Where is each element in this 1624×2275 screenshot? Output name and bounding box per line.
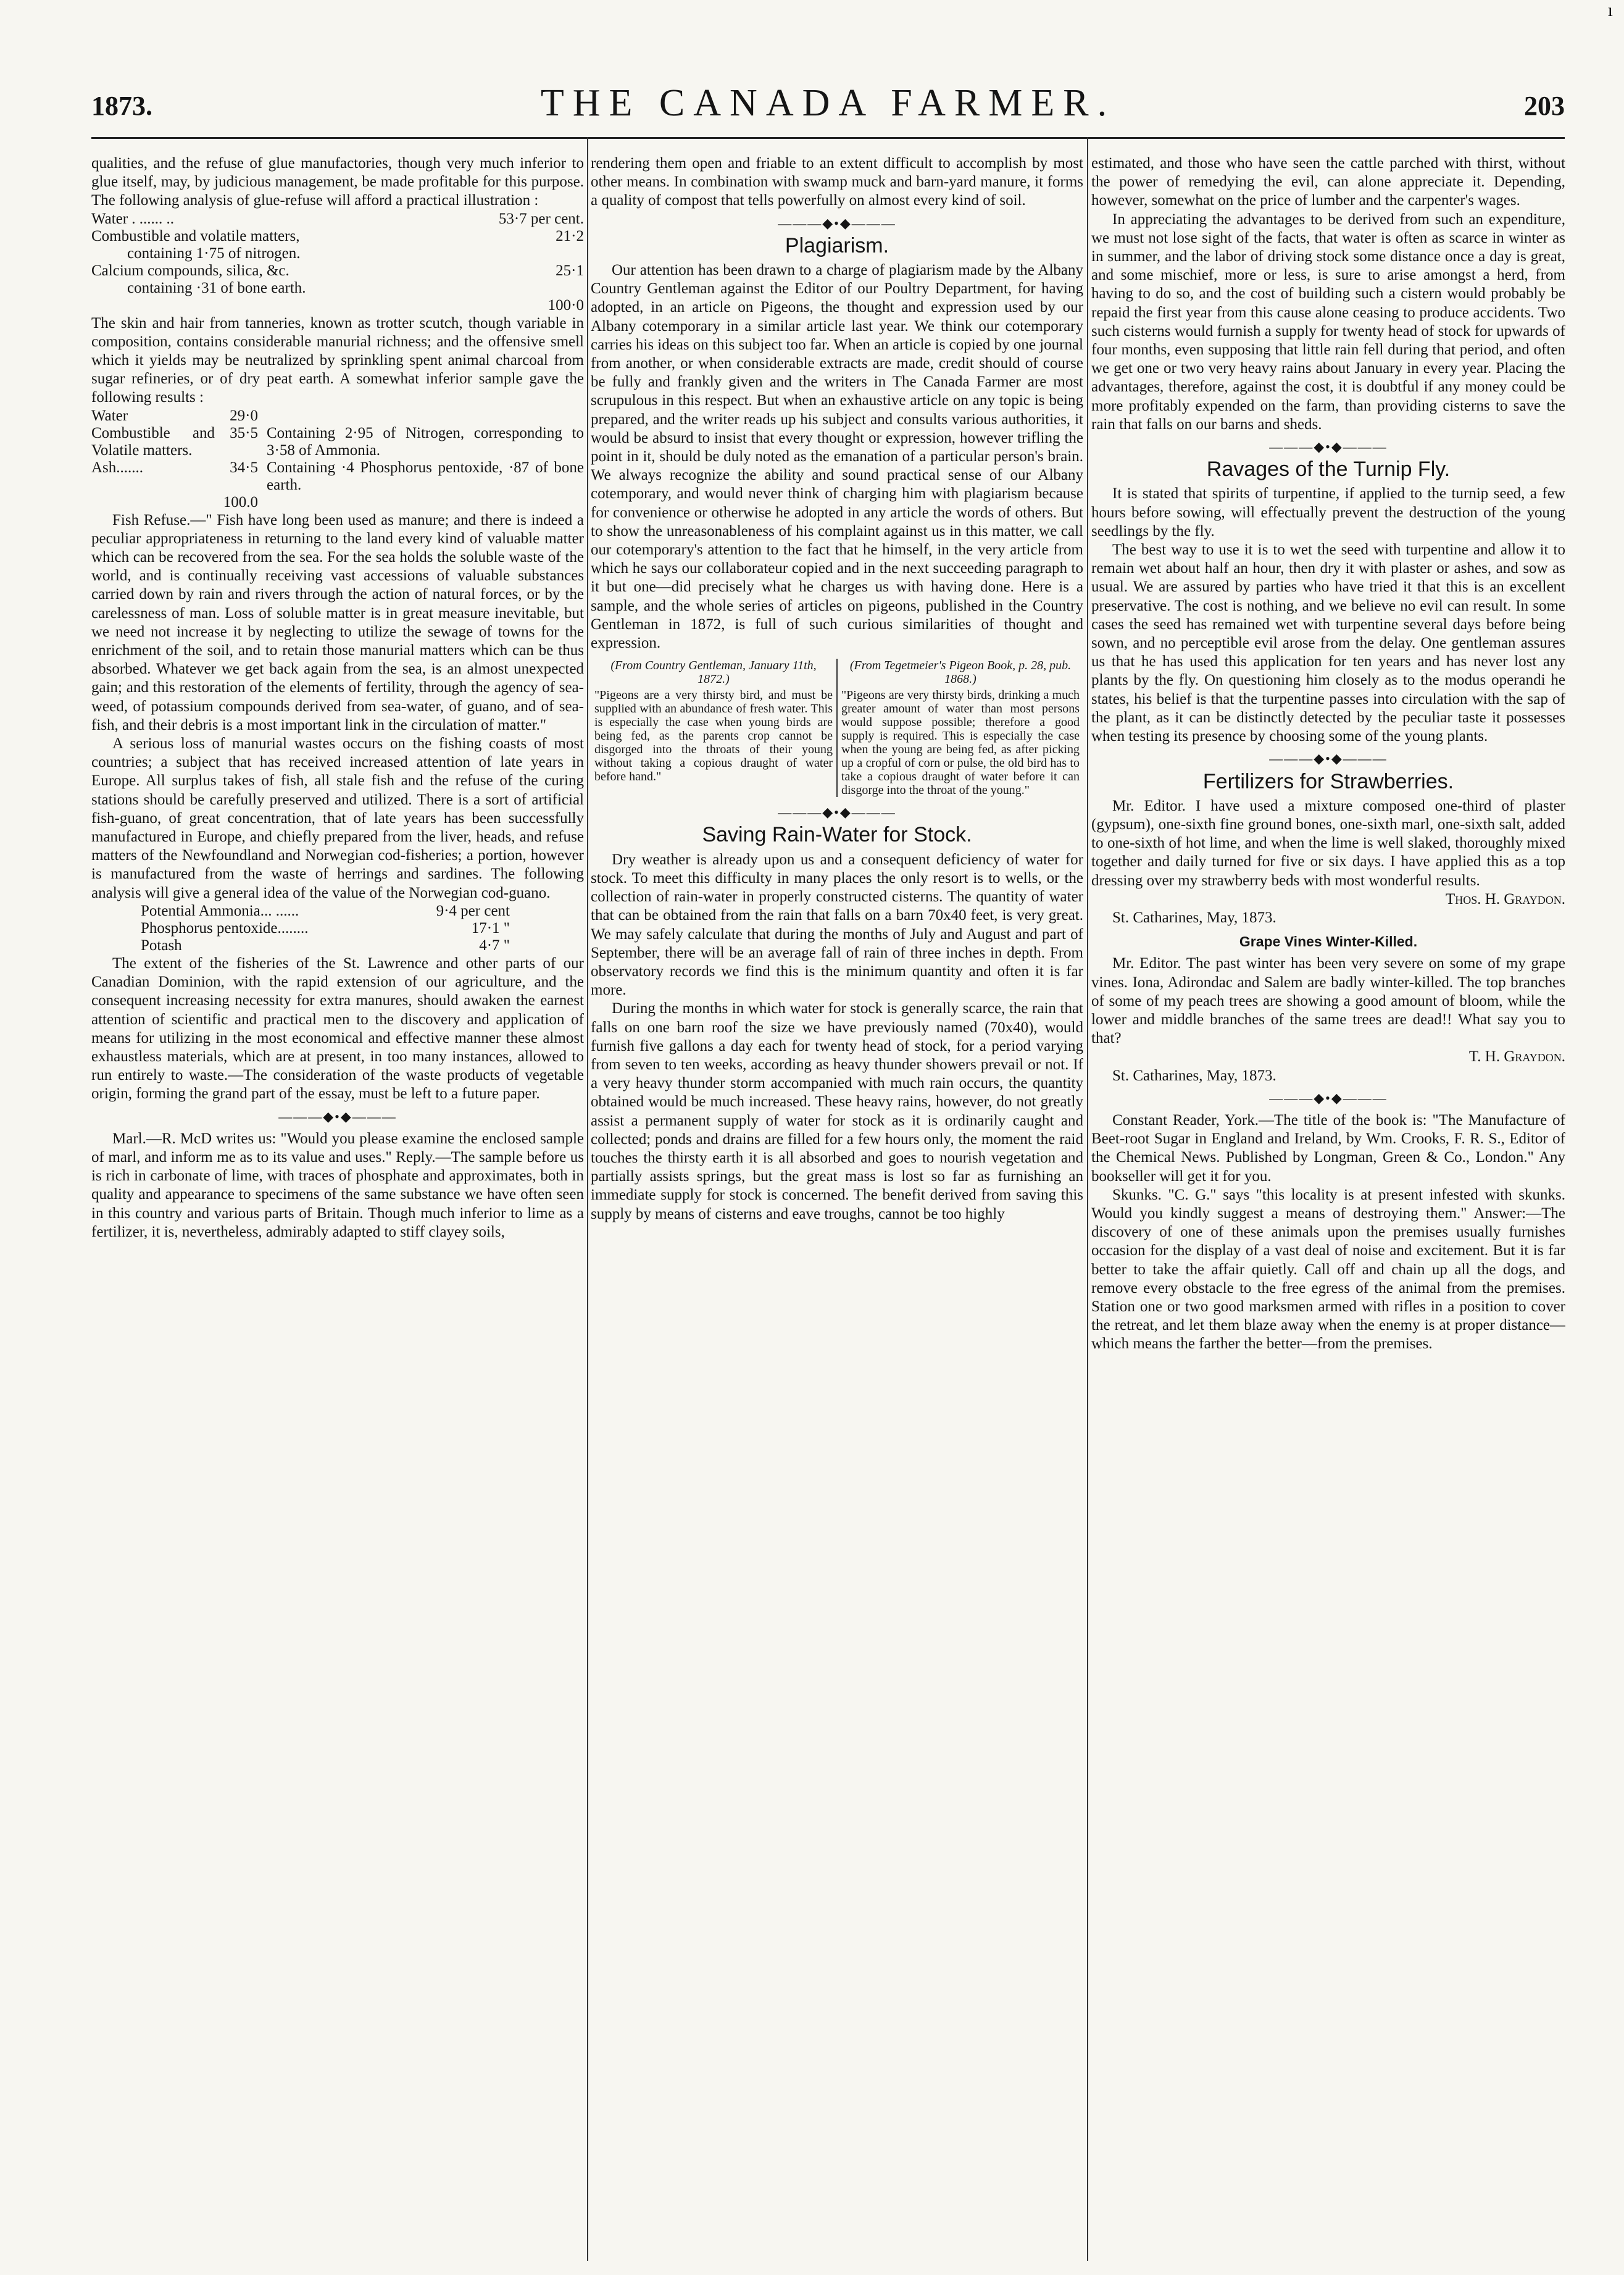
- paragraph-constant-reader: Constant Reader, York.—The title of the book is: "The Manufacture of Beet-root Sugar in England and Ireland, by Wm. Crooks, F. R. S., Editor of the Chemical News. Published by Longman, Green & Co., London." Any bookseller will get it for you.: [1091, 1111, 1565, 1185]
- analysis-label: Combustible and Volatile matters.: [91, 424, 215, 459]
- analysis-label: Potential Ammonia... ......: [141, 902, 299, 919]
- quote-right: [836, 659, 1083, 797]
- analysis-label: Water: [91, 407, 128, 424]
- analysis-table-scutch: [91, 407, 584, 511]
- analysis-total: 100·0: [548, 296, 584, 314]
- column-rule-1: [587, 137, 588, 2261]
- paragraph-skunks: Skunks. "C. G." says "this locality is at present infested with skunks. Would you kindly suggest a means of destroying them." Answer:—The discovery of one of these animals upon the premises usually furnishes occasion for the display of a vast deal of noise and excitement. But it is far better to take the affair quietly. Call off and chain up all the dogs, and remove every obstacle to the free egress of the animal from the premises. Station one or two good marksmen armed with rifles in a position to cover the retreat, and let them blaze away when the enemy is at proper distance—which means the farther the better—from the premises.: [1091, 1186, 1565, 1353]
- analysis-table-cod-guano: [91, 903, 584, 954]
- section-ornament: ———◆•◆———: [1269, 439, 1388, 455]
- analysis-value: 53·7 per cent.: [498, 210, 584, 227]
- dateline: St. Catharines, May, 1873.: [1112, 1067, 1276, 1084]
- paragraph-grape-letter: Mr. Editor. The past winter has been very severe on some of my grape vines. Iona, Adirondac and Salem are badly winter-killed. The top branches of some of my peach trees are showing a good amount of bloom, while the lower and middle branches of the same trees are dead!! What say you to that?: [1091, 955, 1565, 1047]
- column-rule-2: [1087, 137, 1088, 2261]
- analysis-total: 100.0: [223, 493, 258, 511]
- section-ornament: ———◆•◆———: [778, 804, 896, 820]
- analysis-label: Water . ...... ..: [91, 210, 175, 227]
- paragraph-glue-refuse: qualities, and the refuse of glue manufactories, though very much inferior to glue itself, may, by judicious management, be made profitable for this purpose. The following analysis of glue-refuse will afford a practical illustration :: [91, 155, 584, 209]
- quote-right-source: (From Tegetmeier's Pigeon Book, p. 28, pub. 1868.): [849, 659, 1072, 687]
- section-ornament: ———◆•◆———: [778, 215, 896, 231]
- paragraph-turpentine: It is stated that spirits of turpentine, if applied to the turnip seed, a few hours before sowing, will effectually prevent the destruction of the young seedlings by the fly.: [1091, 485, 1565, 540]
- analysis-value: 29·0: [230, 407, 258, 424]
- column-1: [91, 154, 584, 2253]
- paragraph-st-lawrence: The extent of the fisheries of the St. Lawrence and other parts of our Canadian Dominion, with the rapid extension of our agriculture, and the consequent increasing necessity for extra manures, should awaken the earnest attention of scientific and practical men to the discovery and application of means for utilizing in the most economical and effective manner these almost exhaustless materials, which are at present, in too many instances, allowed to run entirely to waste.—The consideration of the waste products of vegetable origin, forming the grand part of the essay, must be left to a future paper.: [91, 954, 584, 1103]
- heading-saving-rain-water: Saving Rain-Water for Stock.: [702, 823, 972, 847]
- paragraph-best-way: The best way to use it is to wet the seed with turpentine and allow it to remain wet about half an hour, then dry it with plaster or ashes, and sow as usual. We are assured by parties who have tried it that this is an excellent preservative. The cost is nothing, and we believe no evil can result. In some cases the seed has remained wet with turpentine several days before being sown, and no perceptible evil arose from the delay. One gentleman assures us that he has used this application for ten years and has never lost any plants by the fly. On questioning him closely as to the modus operandi he states, his belief is that the turpentine passes into circulation with the sap of the plant, as it can be distinctly detected by the peculiar taste it possesses when testing its presence by choosing some of the young plants.: [1091, 541, 1565, 745]
- paragraph-trotter-scutch: The skin and hair from tanneries, known as trotter scutch, though variable in composition, contains considerable manurial richness; and the offensive smell which it yields may be neutralized by sprinkling spent animal charcoal from sugar refineries, or of dry peat earth. A somewhat inferior sample gave the following results :: [91, 314, 584, 406]
- masthead-rule: [91, 137, 1565, 139]
- analysis-value: 17·1 ": [471, 919, 510, 937]
- corner-mark: ı: [1607, 0, 1613, 20]
- analysis-label: Ash.......: [91, 459, 144, 476]
- analysis-value: 34·5: [230, 459, 258, 476]
- paragraph-strawberry-letter: Mr. Editor. I have used a mixture composed one-third of plaster (gypsum), one-sixth fine ground bones, one-sixth marl, one-sixth salt, added to one-sixth of hot lime, and when the lime is well slaked, thoroughly mixed together and daily turned for five or six days. I have applied this as a top dressing over my strawberry beds with most wonderful results.: [1091, 797, 1565, 889]
- paragraph-dry-weather: Dry weather is already upon us and a consequent deficiency of water for stock. To meet this difficulty in many places the only resort is to wells, or the collection of rain-water in properly constructed cisterns. The quantity of water that can be obtained from the rain that falls on a barn 70x40 feet, is very great. We may safely calculate that during the months of July and August and part of September, there will be an average fall of rain of three inches in depth. From observatory records we find this is the minimum quantity and often it is far more.: [591, 851, 1083, 999]
- masthead: [91, 81, 1565, 131]
- analysis-sublabel: containing 1·75 of nitrogen.: [127, 244, 301, 262]
- column-2: [591, 154, 1083, 2253]
- newspaper-title: THE CANADA FARMER.: [540, 82, 1116, 124]
- heading-turnip-fly: Ravages of the Turnip Fly.: [1206, 457, 1451, 482]
- analysis-label: Calcium compounds, silica, &c.: [91, 262, 289, 279]
- quote-left-source: (From Country Gentleman, January 11th, 1872.): [610, 659, 817, 687]
- heading-grape-vines: Grape Vines Winter-Killed.: [1239, 933, 1418, 950]
- analysis-sublabel: containing ·31 of bone earth.: [127, 279, 306, 296]
- paragraph-fish-refuse: Fish Refuse.—" Fish have long been used as manure; and there is indeed a peculiar appropriateness in returning to the land every kind of valuable matter which can be recovered from the sea. For the sea holds the soluble waste of the world, and is continually receiving vast accessions of valuable substances carried down by rain and rivers through the action of natural forces, or by the carelessness of man. Loss of soluble matter is in great measure inevitable, but we need not increase it by neglecting to utilize the sewage of towns for the enrichment of the soil, and to retain those manurial matters which can be thus absorbed. Whatever we get back again from the sea, is an almost unexpected gain; and this restoration of the elements of fertility, through the agency of sea-weed, of potassium compounds derived from sea-water, of guano, and of sea-fish, and their debris is a most important link in the circulation of matter.": [91, 511, 584, 733]
- page-number: 203: [1524, 91, 1565, 121]
- header-year: 1873.: [91, 91, 152, 121]
- analysis-note: Containing 2·95 of Nitrogen, corresponding to 3·58 of Ammonia.: [267, 424, 584, 459]
- signature: T. H. Graydon.: [1468, 1048, 1565, 1066]
- paragraph-estimated: estimated, and those who have seen the cattle parched with thirst, without the power of remedying the evil, can alone appreciate it. Depending, however, somewhat on the price of lumber and the carpenter's wages.: [1091, 155, 1565, 209]
- heading-fertilizers-strawberries: Fertilizers for Strawberries.: [1202, 769, 1454, 793]
- paragraph-fishing-coasts: A serious loss of manurial wastes occurs on the fishing coasts of most countries; a subject that has received increased attention of late years in Europe. All surplus takes of fish, all stale fish and the refuse of the curing stations should be carefully preserved and utilized. There is a sort of artificial fish-guano, of great concentration, that of late years has been successfully manufactured in Europe, and chiefly prepared from the liver, heads, and refuse matters of the Newfoundland and Norwegian cod-fisheries; a portion, however is manufactured from the waste of herrings and sardines. The following analysis will give a general idea of the value of the Norwegian cod-guano.: [91, 735, 584, 901]
- analysis-label: Combustible and volatile matters,: [91, 227, 300, 244]
- paragraph-plagiarism: Our attention has been drawn to a charge of plagiarism made by the Albany Country Gentleman against the Editor of our Poultry Department, for having adopted, in an article on Pigeons, the thought and expression used by our Albany cotemporary in a similar article last year. We think our cotemporary carries his ideas on this subject too far. When an article is copied by one journal from another, or when considerable extracts are made, credit should of course be fully and frankly given and the writers in The Canada Farmer are most scrupulous in this respect. But when an exhaustive article on any topic is being prepared, and the writer reads up his subject and consults various authorities, it would be absurd to insist that every thought or expression, however trifling the point in it, should be duly noted as the emanation of a particular person's brain. We always recognize the ability and sound practical sense of our Albany cotemporary, and would never think of charging him with plagiarism because for convenience or otherwise he adopted in any article the words of others. But to show the unreasonableness of his complaint against us in this matter, we call our cotemporary's attention to the fact that he himself, in the very article from which he says our collaborateur copied and in the next succeeding paragraph to it but one—did precisely what he charges us with having done. Here is a sample, and the whole series of articles on pigeons, published in the Country Gentleman in 1872, is full of such curious similarities of thought and expression.: [591, 262, 1083, 652]
- analysis-note: Containing ·4 Phosphorus pentoxide, ·87 of bone earth.: [267, 459, 584, 493]
- paragraph-during-months: During the months in which water for stock is generally scarce, the rain that falls on one barn roof the size we have previously named (70x40), would furnish five gallons a day each for twenty head of stock, for a period varying from seven to ten weeks, according as heavy thunder showers prevail or not. If a very heavy thunder storm accompanied with much rain occurs, the quantity obtained would be much increased. These heavy rains, however, do not greatly assist a permanent supply of water for stock as it is ordinarily caught and collected; ponds and drains are filled for a few hours only, the moment the raid touches the thirsty earth it is all absorbed and goes to nourish vegetation and partially assists springs, but the great mass is lost so far as furnishing an immediate supply for stock is concerned. The benefit derived from saving this supply by means of cisterns and eave troughs, cannot be too highly: [591, 1000, 1083, 1222]
- quote-left: [591, 659, 836, 797]
- quote-right-text: "Pigeons are very thirsty birds, drinking a much greater amount of water than most persons would suppose possible; therefore a good supply is required. This is especially the case when the young are being fed, as after picking up a cropful of corn or pulse, the old bird has to take a copious draught of water before it can disgorge into the throat of the young.": [841, 688, 1080, 798]
- analysis-value: 9·4 per cent: [436, 902, 510, 919]
- analysis-value: 4·7 ": [479, 937, 510, 954]
- analysis-value: 25·1: [556, 262, 584, 279]
- dateline: St. Catharines, May, 1873.: [1112, 909, 1276, 926]
- quote-left-text: "Pigeons are a very thirsty bird, and must be supplied with an abundance of fresh water. This is especially the case when young birds are being fed, as the parents crop cannot be disgorged into the throats of their young without taking a copious draught of water before hand.": [594, 688, 833, 784]
- column-3: [1091, 154, 1565, 2253]
- section-ornament: ———◆•◆———: [278, 1108, 397, 1124]
- section-ornament: ———◆•◆———: [1269, 1090, 1388, 1106]
- section-ornament: ———◆•◆———: [1269, 751, 1388, 767]
- comparison-quotes: [591, 659, 1083, 797]
- paragraph-compost: rendering them open and friable to an extent difficult to accomplish by most other means. In combination with swamp muck and barn-yard manure, it forms a quality of compost that tells powerfully on almost every kind of soil.: [591, 155, 1083, 209]
- paragraph-appreciating: In appreciating the advantages to be derived from such an expenditure, we must not lose sight of the facts, that water is often as scarce in winter as in summer, and the labor of driving stock some distance once a day is great, and some mischief, more or less, is sure to arise amongst a herd, from having to do so, and the cost of building such a cistern would probably be repaid the first year from this cause alone ceasing to produce accidents. Two such cisterns would furnish a supply for twenty head of stock for upwards of four months, even supposing that little rain fell during that period, and often we get one or two very heavy rains about January in every year. Placing the advantages, therefore, against the cost, it is doubtful if any money could be more profitably expended on the farm, than providing cisterns to save the rain that falls on our barns and sheds.: [1091, 211, 1565, 433]
- paragraph-marl: Marl.—R. McD writes us: "Would you please examine the enclosed sample of marl, and inform me as to its value and uses." Reply.—The sample before us is rich in carbonate of lime, with traces of phosphate and approximates, both in quality and appearance to specimens of the same substance we have often seen in this country and various parts of Britain. Though much inferior to lime as a fertilizer, it is, nevertheless, admirably adapted to stiff clayey soils,: [91, 1130, 584, 1240]
- analysis-value: 21·2: [556, 227, 584, 244]
- heading-plagiarism: Plagiarism.: [785, 233, 889, 257]
- analysis-label: Potash: [141, 937, 182, 954]
- signature: Thos. H. Graydon.: [1446, 890, 1565, 908]
- analysis-table-glue: [91, 211, 584, 314]
- analysis-label: Phosphorus pentoxide........: [141, 919, 309, 937]
- analysis-value: 35·5: [230, 424, 258, 441]
